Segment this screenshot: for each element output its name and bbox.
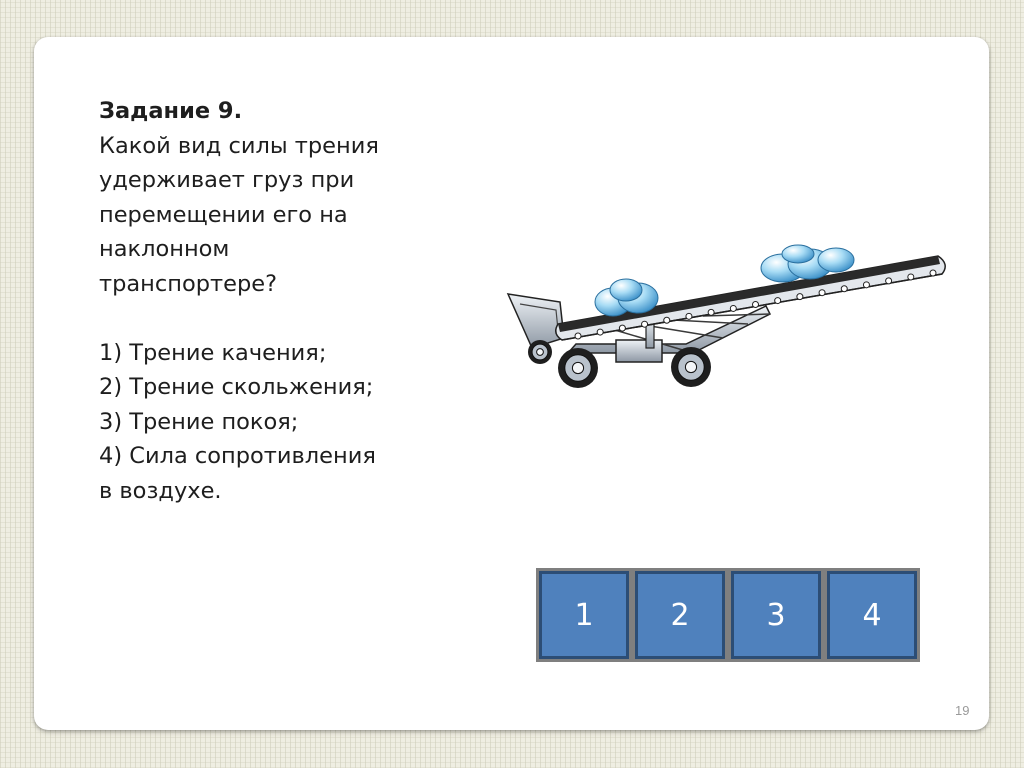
wheel [671,347,711,387]
question-line: Какой вид силы трения [99,132,379,159]
belt-roller [841,286,847,292]
belt-roller [775,298,781,304]
answer-button-3[interactable]: 3 [728,568,824,662]
belt-roller [664,317,670,323]
belt-roller [575,333,581,339]
conveyor-belt-illustration [498,236,960,406]
answer-button-1[interactable]: 1 [536,568,632,662]
option-line: 2) Трение скольжения; [99,374,374,400]
belt-roller [686,313,692,319]
option-line: 1) Трение качения; [99,339,327,366]
page-number: 19 [955,703,970,718]
task-text [99,94,479,508]
belt-roller [730,305,736,311]
spacer [99,301,479,336]
belt-roller [753,302,759,308]
belt-roller [819,290,825,296]
question-line: перемещении его на [99,201,348,228]
question-line: транспортере? [99,270,278,297]
option-line: в воздухе. [99,477,222,504]
belt-roller [908,274,914,280]
question-line: удерживает груз при [99,167,355,193]
belt-roller [886,278,892,284]
option-line: 3) Трение покоя; [99,408,299,435]
task-title: Задание 9. [99,98,243,124]
answer-buttons [536,568,920,662]
question-line: наклонном [99,236,230,262]
belt-roller [863,282,869,288]
wheel [528,340,552,364]
belt-roller [597,329,603,335]
belt-roller [642,321,648,327]
belt-roller [930,270,936,276]
answer-button-2[interactable]: 2 [632,568,728,662]
option-line: 4) Сила сопротивления [99,443,376,469]
belt-roller [619,325,625,331]
belt-roller [708,309,714,315]
wheel [558,348,598,388]
answer-button-4[interactable]: 4 [824,568,920,662]
belt-roller [797,294,803,300]
